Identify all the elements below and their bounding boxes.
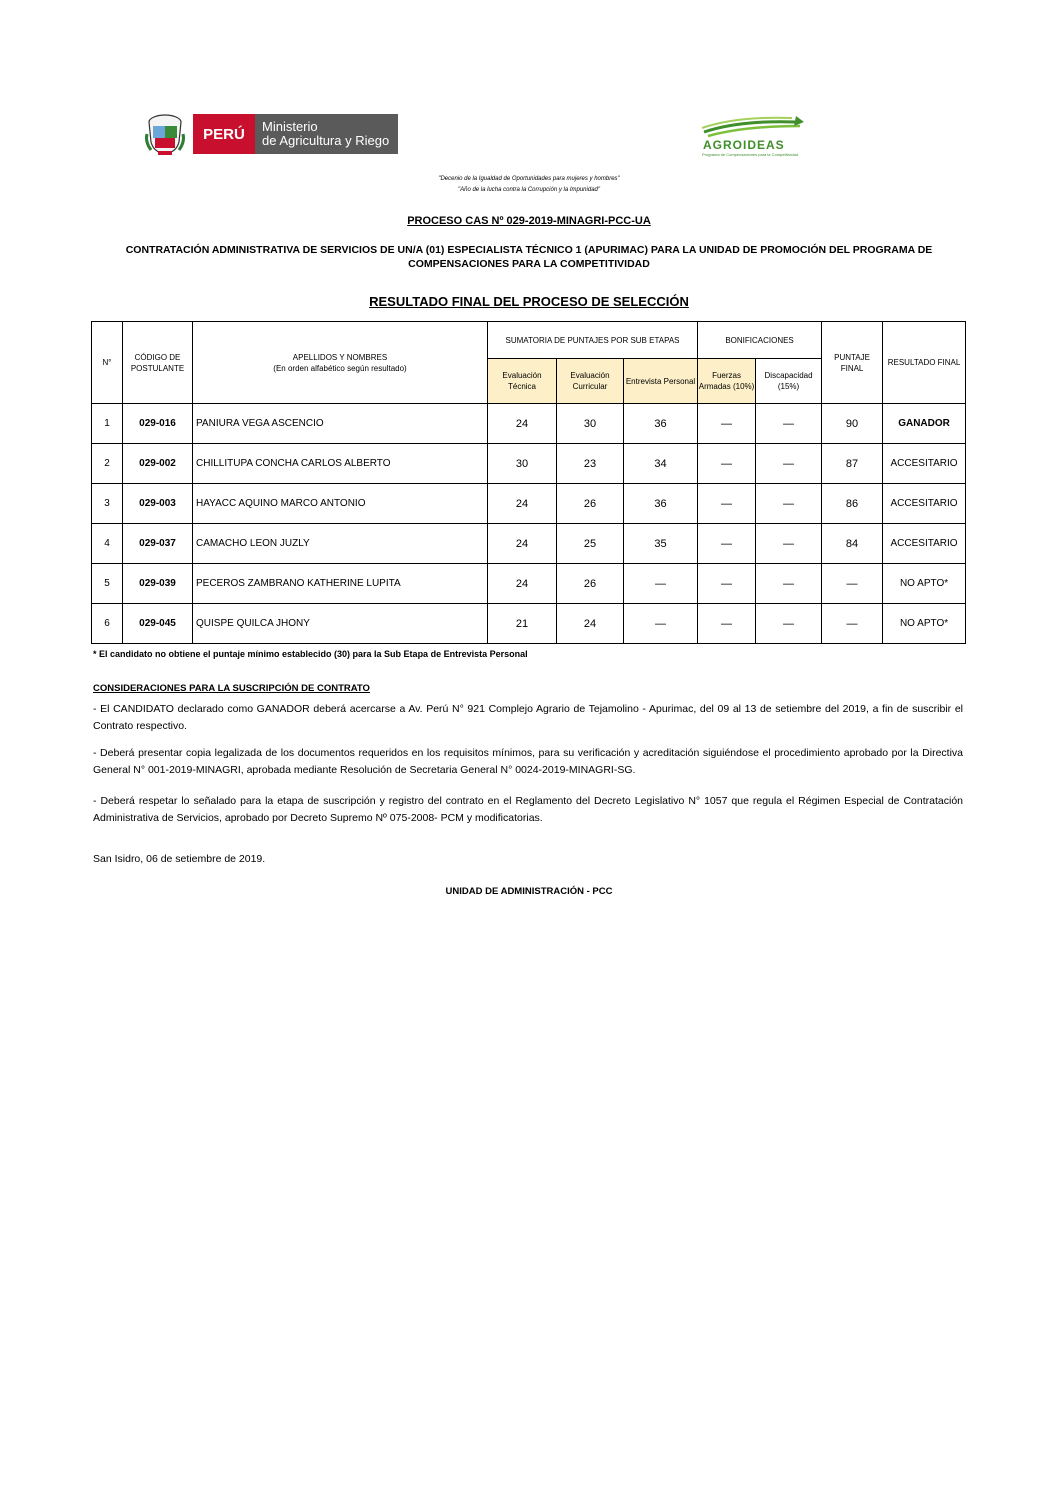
cell-entrevista: — <box>624 604 698 644</box>
cell-nombre: CHILLITUPA CONCHA CARLOS ALBERTO <box>193 444 488 484</box>
cell-fuerzas: — <box>698 404 756 444</box>
agroideas-subtitle: Programa de Compensaciones para la Competitividad <box>702 152 799 157</box>
signature-unit: UNIDAD DE ADMINISTRACIÓN - PCC <box>445 886 613 897</box>
cell-nombre: CAMACHO LEON JUZLY <box>193 524 488 564</box>
motto-line-1: "Decenio de la Igualdad de Oportunidades para mujeres y hombres" <box>438 176 620 182</box>
peru-label: PERÚ <box>193 114 255 154</box>
cell-entrevista: — <box>624 564 698 604</box>
cell-codigo: 029-002 <box>123 444 193 484</box>
cell-fuerzas: — <box>698 484 756 524</box>
cell-discapacidad: — <box>756 484 822 524</box>
cell-fuerzas: — <box>698 524 756 564</box>
header-resultado: RESULTADO FINAL <box>883 322 966 404</box>
place-and-date: San Isidro, 06 de setiembre de 2019. <box>93 853 266 865</box>
cell-nombre: HAYACC AQUINO MARCO ANTONIO <box>193 484 488 524</box>
cell-curricular: 26 <box>557 484 624 524</box>
cell-tecnica: 24 <box>488 524 557 564</box>
ministry-line-1: Ministerio <box>262 119 318 134</box>
table-row <box>92 564 966 604</box>
cell-nombre: PECEROS ZAMBRANO KATHERINE LUPITA <box>193 564 488 604</box>
results-table <box>91 321 966 644</box>
cell-tecnica: 24 <box>488 404 557 444</box>
consideration-paragraph-1: - El CANDIDATO declarado como GANADOR deberá acercarse a Av. Perú N° 921 Complejo Agrario de Tejamolino - Apurimac, del 09 al 13 de setiembre del 2019, a fin de suscribir el Contrato respectivo. <box>93 703 963 732</box>
ministry-line-2: de Agricultura y Riego <box>262 133 390 148</box>
table-row <box>92 524 966 564</box>
cell-tecnica: 24 <box>488 484 557 524</box>
cell-puntaje: 84 <box>822 524 883 564</box>
cell-discapacidad: — <box>756 444 822 484</box>
cell-entrevista: 34 <box>624 444 698 484</box>
header-apellidos-label: APELLIDOS Y NOMBRES <box>292 352 388 362</box>
cell-curricular: 24 <box>557 604 624 644</box>
agroideas-swoosh-icon <box>700 114 810 138</box>
cell-puntaje: — <box>822 604 883 644</box>
cell-resultado: ACCESITARIO <box>883 524 966 564</box>
minagri-logo <box>143 112 445 156</box>
cell-discapacidad: — <box>756 524 822 564</box>
cell-discapacidad: — <box>756 604 822 644</box>
cell-puntaje: 87 <box>822 444 883 484</box>
header-sumatoria: SUMATORIA DE PUNTAJES POR SUB ETAPAS <box>488 322 698 359</box>
cell-resultado: NO APTO* <box>883 604 966 644</box>
cell-entrevista: 35 <box>624 524 698 564</box>
table-row <box>92 404 966 444</box>
header-fuerzas: Fuerzas Armadas (10%) <box>698 359 756 404</box>
cell-fuerzas: — <box>698 444 756 484</box>
cell-num: 2 <box>92 444 123 484</box>
cell-codigo: 029-037 <box>123 524 193 564</box>
cell-fuerzas: — <box>698 604 756 644</box>
agroideas-name: AGROIDEAS <box>703 138 785 152</box>
cell-puntaje: — <box>822 564 883 604</box>
header-bonificaciones: BONIFICACIONES <box>698 322 822 359</box>
consideration-paragraph-3: - Deberá respetar lo señalado para la etapa de suscripción y registro del contrato en el Reglamento del Decreto Legislativo N° 1057 que regula el Régimen Especial de Contratación Administrativa de Servicios, aprobado por Decreto Supremo Nº 075-2008- PCM y modificatorias. <box>93 795 963 824</box>
cell-tecnica: 21 <box>488 604 557 644</box>
cell-resultado: GANADOR <box>883 404 966 444</box>
considerations-title: CONSIDERACIONES PARA LA SUSCRIPCIÓN DE CONTRATO <box>93 683 370 694</box>
cell-curricular: 26 <box>557 564 624 604</box>
cell-nombre: PANIURA VEGA ASCENCIO <box>193 404 488 444</box>
cell-tecnica: 24 <box>488 564 557 604</box>
header-apellidos-sub: (En orden alfabético según resultado) <box>273 363 407 373</box>
table-row <box>92 604 966 644</box>
consideration-paragraph-2: - Deberá presentar copia legalizada de los documentos requeridos en los requisitos mínimos, para su verificación y acreditación siguiéndose el procedimiento aprobado por la Directiva General N° 001-2019-MINAGRI, aprobada mediante Resolución de Secretaria General N° 0024-2019-MINAGRI-SG. <box>93 747 963 776</box>
cell-curricular: 30 <box>557 404 624 444</box>
cell-puntaje: 86 <box>822 484 883 524</box>
header-puntaje: PUNTAJE FINAL <box>822 322 883 404</box>
cell-fuerzas: — <box>698 564 756 604</box>
results-title: RESULTADO FINAL DEL PROCESO DE SELECCIÓN <box>369 294 689 309</box>
cell-resultado: ACCESITARIO <box>883 484 966 524</box>
header-apellidos <box>193 322 488 404</box>
cell-nombre: QUISPE QUILCA JHONY <box>193 604 488 644</box>
header-num: N° <box>92 322 123 404</box>
process-code: PROCESO CAS Nº 029-2019-MINAGRI-PCC-UA <box>407 215 651 227</box>
header-entrevista: Entrevista Personal <box>624 359 698 404</box>
cell-resultado: ACCESITARIO <box>883 444 966 484</box>
cell-codigo: 029-003 <box>123 484 193 524</box>
cell-codigo: 029-045 <box>123 604 193 644</box>
cell-num: 5 <box>92 564 123 604</box>
cell-num: 6 <box>92 604 123 644</box>
cell-entrevista: 36 <box>624 484 698 524</box>
agroideas-logo <box>700 114 810 156</box>
cell-num: 4 <box>92 524 123 564</box>
cell-entrevista: 36 <box>624 404 698 444</box>
peru-ministry-banner <box>193 114 398 154</box>
official-mottos <box>300 174 758 196</box>
cell-discapacidad: — <box>756 404 822 444</box>
motto-line-2: "Año de la lucha contra la Corrupción y la Impunidad" <box>457 187 600 193</box>
cell-puntaje: 90 <box>822 404 883 444</box>
cell-resultado: NO APTO* <box>883 564 966 604</box>
cell-discapacidad: — <box>756 564 822 604</box>
table-row <box>92 484 966 524</box>
peru-coat-of-arms-icon <box>143 112 187 156</box>
cell-tecnica: 30 <box>488 444 557 484</box>
header-codigo: CÓDIGO DE POSTULANTE <box>123 322 193 404</box>
cell-codigo: 029-016 <box>123 404 193 444</box>
table-row <box>92 444 966 484</box>
cell-num: 1 <box>92 404 123 444</box>
ministry-name <box>255 114 389 154</box>
contract-description: CONTRATACIÓN ADMINISTRATIVA DE SERVICIOS DE UN/A (01) ESPECIALISTA TÉCNICO 1 (APURIMAC) PARA LA UNIDAD DE PROMOCIÓN DEL PROGRAMA DE COMPENSACIONES PARA LA COMPETITIVIDAD <box>125 244 933 270</box>
table-footnote: * El candidato no obtiene el puntaje mínimo establecido (30) para la Sub Etapa de Entrevista Personal <box>93 649 528 659</box>
header-eval-tecnica: Evaluación Técnica <box>488 359 557 404</box>
header-eval-curricular: Evaluación Curricular <box>557 359 624 404</box>
header-discapacidad: Discapacidad (15%) <box>756 359 822 404</box>
cell-curricular: 25 <box>557 524 624 564</box>
cell-curricular: 23 <box>557 444 624 484</box>
cell-codigo: 029-039 <box>123 564 193 604</box>
cell-num: 3 <box>92 484 123 524</box>
